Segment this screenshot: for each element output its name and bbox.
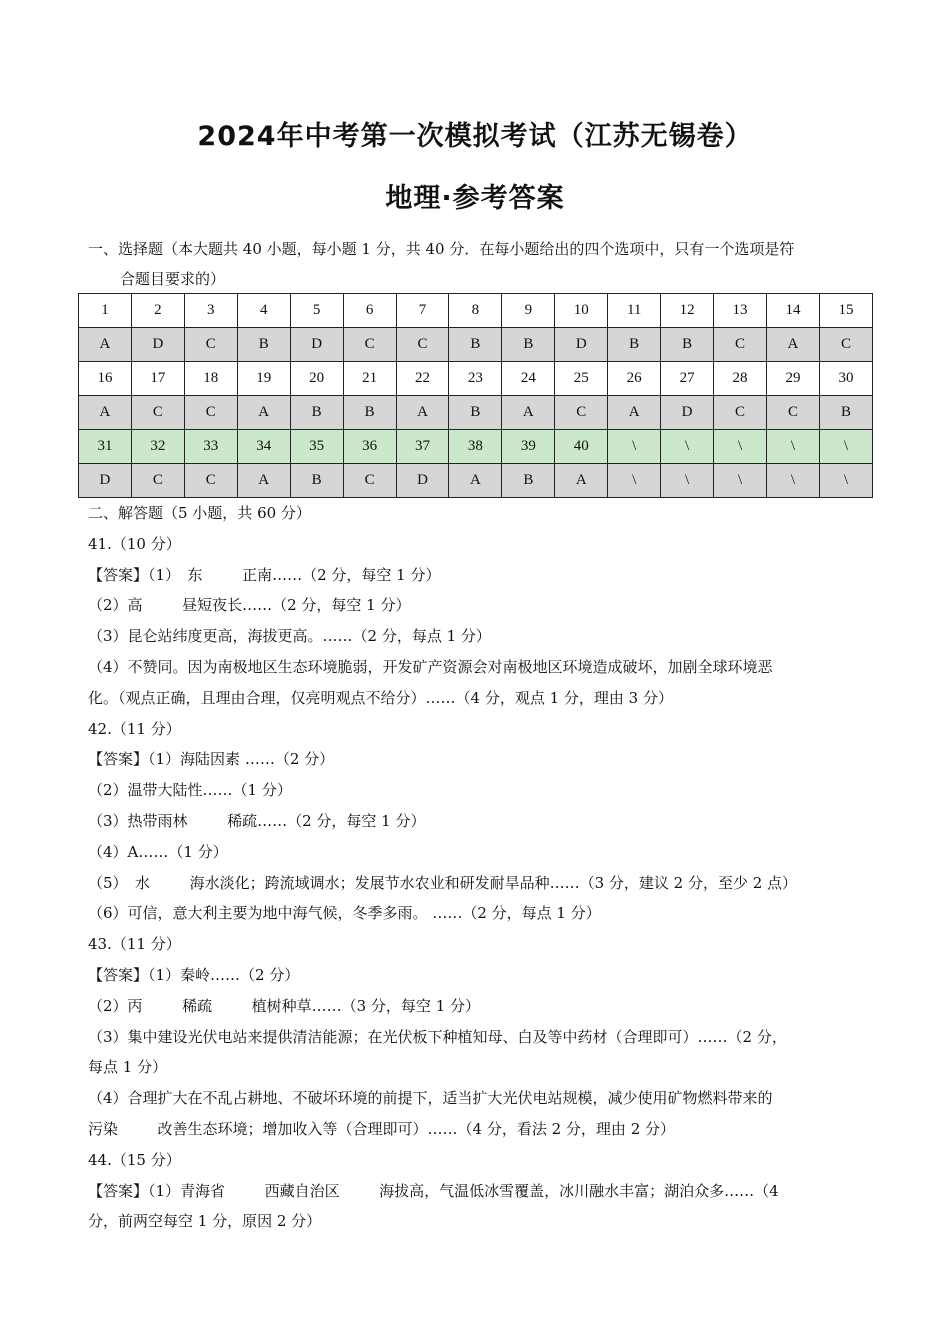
answer-line: （2）高 昼短夜长……（2 分，每空 1 分） <box>88 596 411 615</box>
table-cell: A <box>608 396 661 430</box>
table-cell: D <box>661 396 714 430</box>
table-cell: \ <box>819 430 872 464</box>
table-cell: \ <box>714 430 767 464</box>
table-cell: 17 <box>131 362 184 396</box>
table-cell: B <box>502 464 555 498</box>
table-cell: \ <box>819 464 872 498</box>
table-cell: B <box>819 396 872 430</box>
table-cell: B <box>449 396 502 430</box>
answer-line: （4）A……（1 分） <box>88 842 228 861</box>
table-cell: 34 <box>237 430 290 464</box>
table-cell: \ <box>766 430 819 464</box>
table-cell: 29 <box>766 362 819 396</box>
table-cell: A <box>79 396 132 430</box>
table-row <box>79 362 873 396</box>
table-cell: 19 <box>237 362 290 396</box>
table-cell: 23 <box>449 362 502 396</box>
table-cell: B <box>343 396 396 430</box>
answer-line: 44.（15 分） <box>88 1150 181 1169</box>
answer-line: （3）热带雨林 稀疏……（2 分，每空 1 分） <box>88 811 426 830</box>
table-cell: C <box>555 396 608 430</box>
table-cell: C <box>343 464 396 498</box>
table-cell: C <box>184 328 237 362</box>
table-cell: C <box>131 396 184 430</box>
table-cell: 7 <box>396 294 449 328</box>
table-cell: 4 <box>237 294 290 328</box>
section-2-heading: 二、解答题（5 小题，共 60 分） <box>88 504 311 522</box>
table-cell: B <box>290 396 343 430</box>
table-cell: 22 <box>396 362 449 396</box>
table-cell: B <box>237 328 290 362</box>
table-cell: 32 <box>131 430 184 464</box>
answer-table <box>78 293 873 498</box>
answer-line: 分，前两空每空 1 分，原因 2 分） <box>88 1212 322 1231</box>
table-cell: 30 <box>819 362 872 396</box>
answer-line: 43.（11 分） <box>88 935 181 954</box>
table-cell: 36 <box>343 430 396 464</box>
answer-line: 化。（观点正确，且理由合理，仅亮明观点不给分）……（4 分，观点 1 分，理由 3 分） <box>88 688 673 707</box>
table-cell: A <box>237 396 290 430</box>
answer-line: 【答案】（1）青海省 西藏自治区 海拔高，气温低冰雪覆盖，冰川融水丰富；湖泊众多……（4 <box>88 1181 779 1200</box>
table-cell: 2 <box>131 294 184 328</box>
table-cell: 20 <box>290 362 343 396</box>
table-cell: 18 <box>184 362 237 396</box>
table-cell: \ <box>766 464 819 498</box>
section-1-heading <box>88 234 878 294</box>
answer-line: 【答案】（1） 东 正南……（2 分，每空 1 分） <box>88 565 441 584</box>
table-cell: D <box>131 328 184 362</box>
section-2 <box>88 498 863 1237</box>
answer-line: 42.（11 分） <box>88 719 181 738</box>
table-cell: C <box>766 396 819 430</box>
table-cell: 28 <box>714 362 767 396</box>
table-cell: 9 <box>502 294 555 328</box>
table-cell: 37 <box>396 430 449 464</box>
table-cell: A <box>396 396 449 430</box>
table-cell: 8 <box>449 294 502 328</box>
table-cell: 35 <box>290 430 343 464</box>
table-cell: 25 <box>555 362 608 396</box>
answer-line: （2）温带大陆性……（1 分） <box>88 781 292 800</box>
table-cell: A <box>555 464 608 498</box>
page-subtitle: 地理·参考答案 <box>385 183 565 214</box>
table-cell: B <box>502 328 555 362</box>
table-cell: 14 <box>766 294 819 328</box>
table-cell: 13 <box>714 294 767 328</box>
table-cell: B <box>608 328 661 362</box>
section-1-heading-line-1: 一、选择题（本大题共 40 小题，每小题 1 分，共 40 分．在每小题给出的四个选项中，只有一个选项是符 <box>88 240 795 258</box>
table-cell: 33 <box>184 430 237 464</box>
table-cell: C <box>714 328 767 362</box>
table-cell: A <box>766 328 819 362</box>
table-cell: 38 <box>449 430 502 464</box>
table-cell: A <box>449 464 502 498</box>
table-cell: \ <box>661 464 714 498</box>
table-cell: \ <box>608 430 661 464</box>
answer-line: （3）昆仑站纬度更高，海拔更高。……（2 分，每点 1 分） <box>88 627 491 646</box>
table-cell: 26 <box>608 362 661 396</box>
table-cell: D <box>290 328 343 362</box>
answer-line: （2）丙 稀疏 植树种草……（3 分，每空 1 分） <box>88 996 481 1015</box>
table-cell: \ <box>661 430 714 464</box>
table-cell: A <box>79 328 132 362</box>
table-cell: 1 <box>79 294 132 328</box>
answer-line: 41.（10 分） <box>88 534 181 553</box>
table-cell: 21 <box>343 362 396 396</box>
table-cell: 16 <box>79 362 132 396</box>
page-title: 2024年中考第一次模拟考试（江苏无锡卷） <box>197 121 753 152</box>
table-cell: C <box>184 464 237 498</box>
table-row <box>79 430 873 464</box>
table-cell: C <box>396 328 449 362</box>
table-row <box>79 328 873 362</box>
table-row <box>79 294 873 328</box>
table-cell: \ <box>714 464 767 498</box>
table-cell: 15 <box>819 294 872 328</box>
table-cell: B <box>449 328 502 362</box>
table-cell: 39 <box>502 430 555 464</box>
table-cell: \ <box>608 464 661 498</box>
table-cell: 24 <box>502 362 555 396</box>
table-cell: C <box>184 396 237 430</box>
table-cell: A <box>502 396 555 430</box>
answer-line: 每点 1 分） <box>88 1058 168 1077</box>
table-cell: C <box>343 328 396 362</box>
table-cell: B <box>290 464 343 498</box>
answer-line: 污染 改善生态环境；增加收入等（合理即可）……（4 分，看法 2 分，理由 2 分） <box>88 1119 676 1138</box>
answer-line: 【答案】（1）秦岭……（2 分） <box>88 965 300 984</box>
table-row <box>79 464 873 498</box>
table-cell: 40 <box>555 430 608 464</box>
section-1-heading-line-2: 合题目要求的） <box>120 270 226 288</box>
table-cell: C <box>819 328 872 362</box>
table-cell: 6 <box>343 294 396 328</box>
table-cell: 11 <box>608 294 661 328</box>
table-cell: A <box>237 464 290 498</box>
table-cell: 12 <box>661 294 714 328</box>
table-cell: D <box>555 328 608 362</box>
answer-line: （6）可信，意大利主要为地中海气候，冬季多雨。 ……（2 分，每点 1 分） <box>88 904 601 923</box>
table-cell: C <box>714 396 767 430</box>
table-cell: 27 <box>661 362 714 396</box>
answer-line: （5） 水 海水淡化；跨流域调水；发展节水农业和研发耐旱品种……（3 分，建议 2 分，至少 2 点） <box>88 873 798 892</box>
table-cell: 31 <box>79 430 132 464</box>
table-cell: D <box>396 464 449 498</box>
table-row <box>79 396 873 430</box>
table-cell: D <box>79 464 132 498</box>
table-cell: 3 <box>184 294 237 328</box>
table-cell: 5 <box>290 294 343 328</box>
answer-line: （3）集中建设光伏电站来提供清洁能源；在光伏板下种植知母、白及等中药材（合理即可）……（2 分， <box>88 1027 787 1046</box>
table-cell: C <box>131 464 184 498</box>
table-cell: 10 <box>555 294 608 328</box>
answer-line: 【答案】（1）海陆因素 ……（2 分） <box>88 750 335 769</box>
answer-line: （4）合理扩大在不乱占耕地、不破坏环境的前提下，适当扩大光伏电站规模，减少使用矿物燃料带来的 <box>88 1089 773 1108</box>
answer-line: （4）不赞同。因为南极地区生态环境脆弱，开发矿产资源会对南极地区环境造成破坏，加剧全球环境恶 <box>88 657 773 676</box>
table-cell: B <box>661 328 714 362</box>
